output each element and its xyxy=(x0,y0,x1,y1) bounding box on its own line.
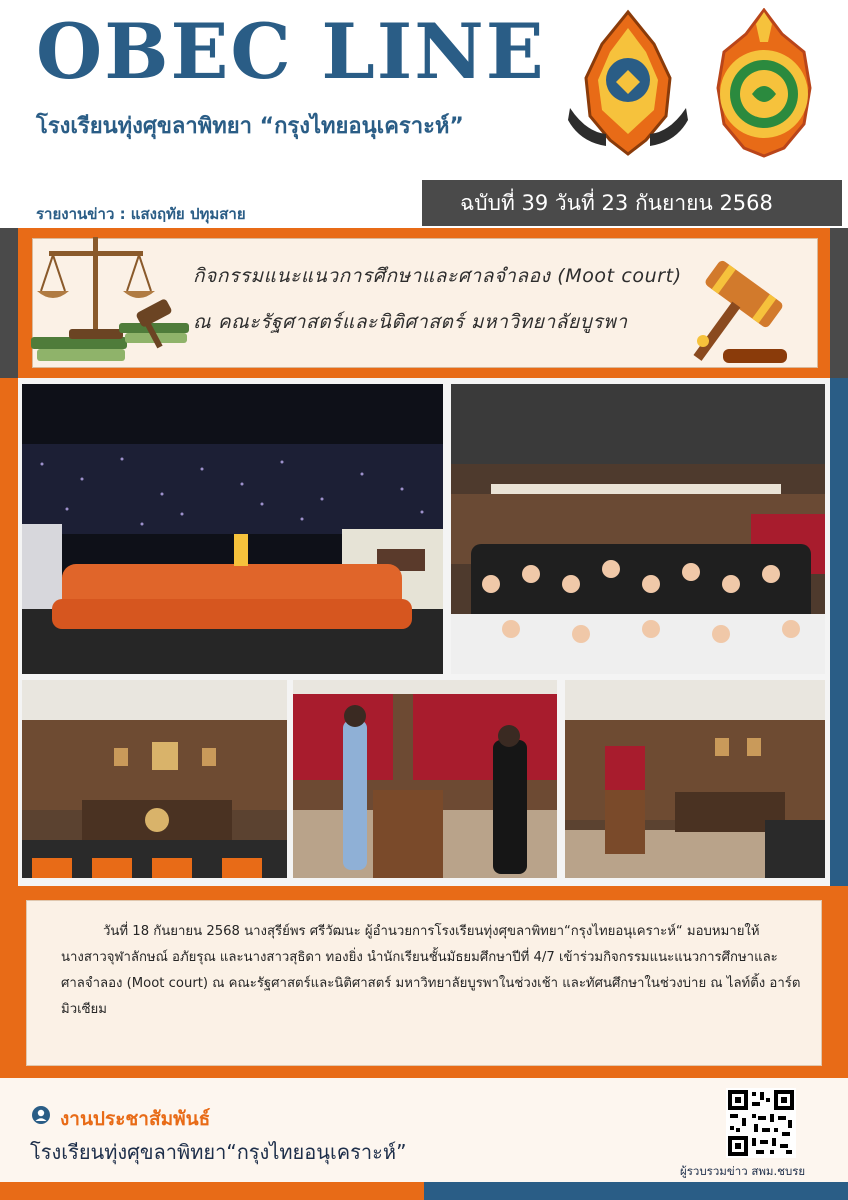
qr-caption: ผู้รวบรวมข่าว สพม.ชบรย xyxy=(680,1164,806,1178)
pr-department-title: งานประชาสัมพันธ์ xyxy=(60,1108,211,1130)
user-icon xyxy=(32,1106,50,1124)
group-photo-auditorium xyxy=(451,384,825,674)
courtroom-photo-wide xyxy=(565,680,825,878)
bottom-orange-stripe xyxy=(0,1182,424,1200)
scales-of-justice-icon xyxy=(29,227,199,375)
obec-emblem-icon xyxy=(704,8,824,158)
group-photo-light-museum xyxy=(22,384,443,674)
issue-number-bar: ฉบับที่ 39 วันที่ 23 กันยายน 2568 xyxy=(422,180,842,226)
bottom-blue-stripe xyxy=(424,1182,848,1200)
right-blue-border xyxy=(830,378,848,886)
courtroom-photo-audience xyxy=(22,680,287,878)
headline-line-1: กิจกรรมแนะแนวการศึกษาและศาลจำลอง (Moot court) xyxy=(193,265,682,287)
gavel-icon xyxy=(683,257,813,367)
headline-banner xyxy=(32,238,818,368)
school-title: โรงเรียนทุ่งศุขลาพิทยา “กรุงไทยอนุเคราะห์” xyxy=(36,114,464,139)
article-text: วันที่ 18 กันยายน 2568 นางสุรีย์พร ศรีวัฒนะ ผู้อำนวยการโรงเรียนทุ่งศุขลาพิทยา“กรุงไทยอนุเคราะห์“ มอบหมายให้นางสาวจุฬาลักษณ์ อภัยรุณ และนางสาวสุธิดา ทองยิ่ง นำนักเรียนชั้นมัธยมศึกษาปีที่ 4/7 เข้าร่วมกิจกรรมแนะแนวการศึกษาและศาลจำลอง (Moot court) ณ คณะรัฐศาสตร์และนิติศาสตร์ มหาวิทยาลัยบูรพาในช่วงเช้า และทัศนศึกษาในช่วงบ่าย ณ ไลท์ติ้ง อาร์ต มิวเซียม xyxy=(61,924,801,1017)
school-emblem-icon xyxy=(566,8,690,158)
reporter-credit: รายงานข่าว : แสงฤทัย ปทุมสาย xyxy=(36,205,246,223)
footer-school-name: โรงเรียนทุ่งศุขลาพิทยา“กรุงไทยอนุเคราะห์” xyxy=(30,1140,407,1164)
courtroom-photo-moot-court xyxy=(293,680,557,878)
article-box xyxy=(26,900,822,1066)
newsletter-brand: OBEC LINE xyxy=(36,7,546,96)
qr-code[interactable] xyxy=(726,1088,796,1158)
headline-line-2: ณ คณะรัฐศาสตร์และนิติศาสตร์ มหาวิทยาลัยบูรพา xyxy=(193,311,628,333)
left-orange-border xyxy=(0,378,18,886)
